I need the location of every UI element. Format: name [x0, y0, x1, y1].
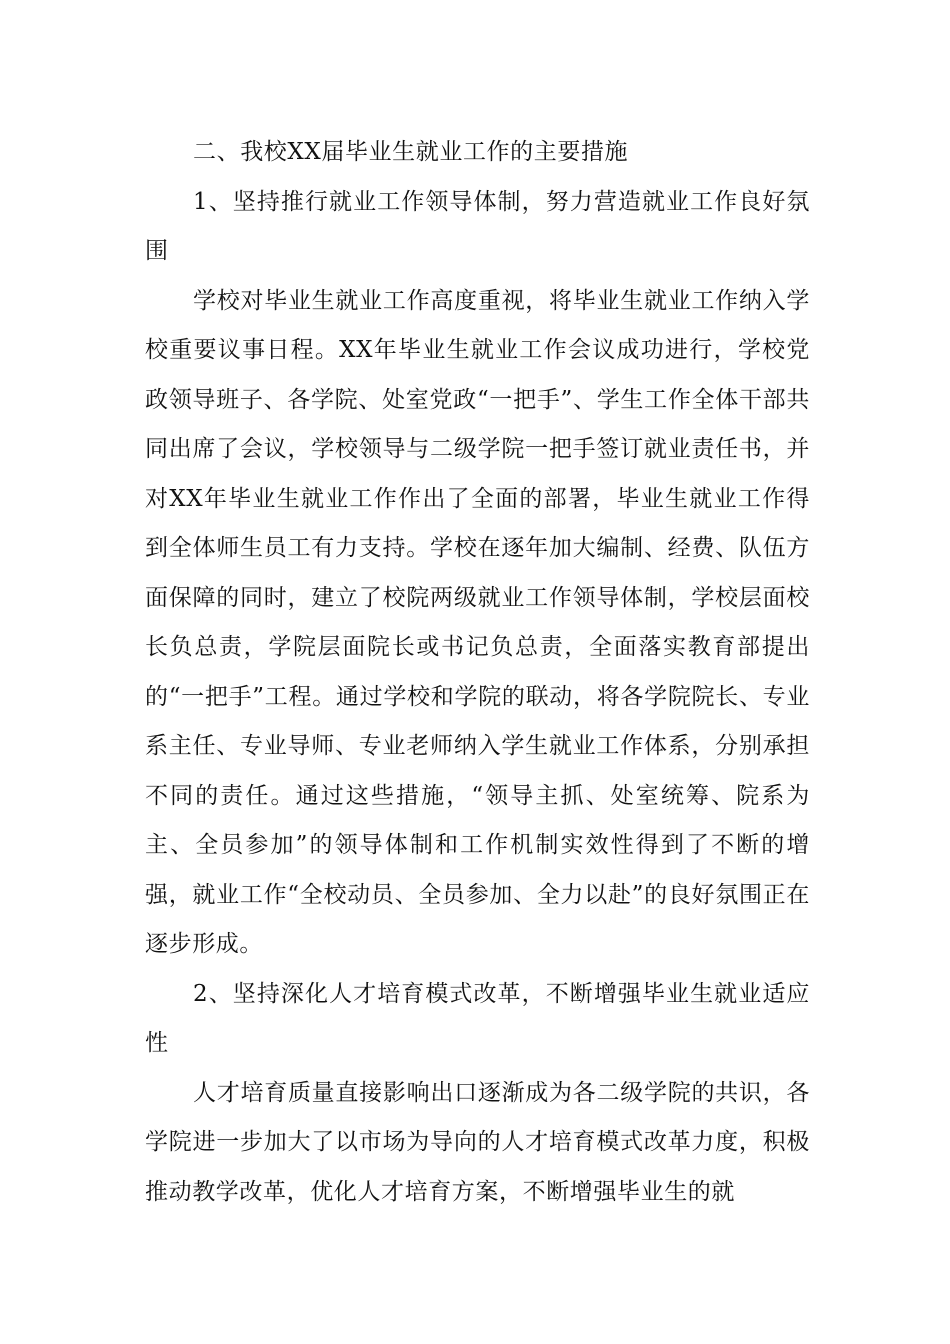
body-paragraph-1: 学校对毕业生就业工作高度重视，将毕业生就业工作纳入学校重要议事日程。XX年毕业生就业工作会议成功进行，学校党政领导班子、各学院、处室党政“一把手”、学生工作全体干部共同出席了会议，学校领导与二级学院一把手签订就业责任书，并对XX年毕业生就业工作作出了全面的部署，毕业生就业工作得到全体师生员工有力支持。学校在逐年加大编制、经费、队伍方面保障的同时，建立了校院两级就业工作领导体制，学校层面校长负总责，学院层面院长或书记负总责，全面落实教育部提出的“一把手”工程。通过学校和学院的联动，将各学院院长、专业系主任、专业导师、专业老师纳入学生就业工作体系，分别承担不同的责任。通过这些措施，“领导主抓、处室统筹、院系为主、全员参加”的领导体制和工作机制实效性得到了不断的增强，就业工作“全校动员、全员参加、全力以赴”的良好氛围正在逐步形成。 [145, 287, 810, 957]
body-paragraph-2: 人才培育质量直接影响出口逐渐成为各二级学院的共识，各学院进一步加大了以市场为导向的人才培育模式改革力度，积极推动教学改革，优化人才培育方案，不断增强毕业生的就 [145, 1079, 810, 1205]
section-heading: 二、我校XX届毕业生就业工作的主要措施 [193, 139, 629, 165]
subheading-1: 1、坚持推行就业工作领导体制，努力营造就业工作良好氛围 [145, 188, 810, 264]
subheading-2: 2、坚持深化人才培育模式改革，不断增强毕业生就业适应性 [145, 980, 810, 1056]
document-body [145, 128, 810, 1217]
